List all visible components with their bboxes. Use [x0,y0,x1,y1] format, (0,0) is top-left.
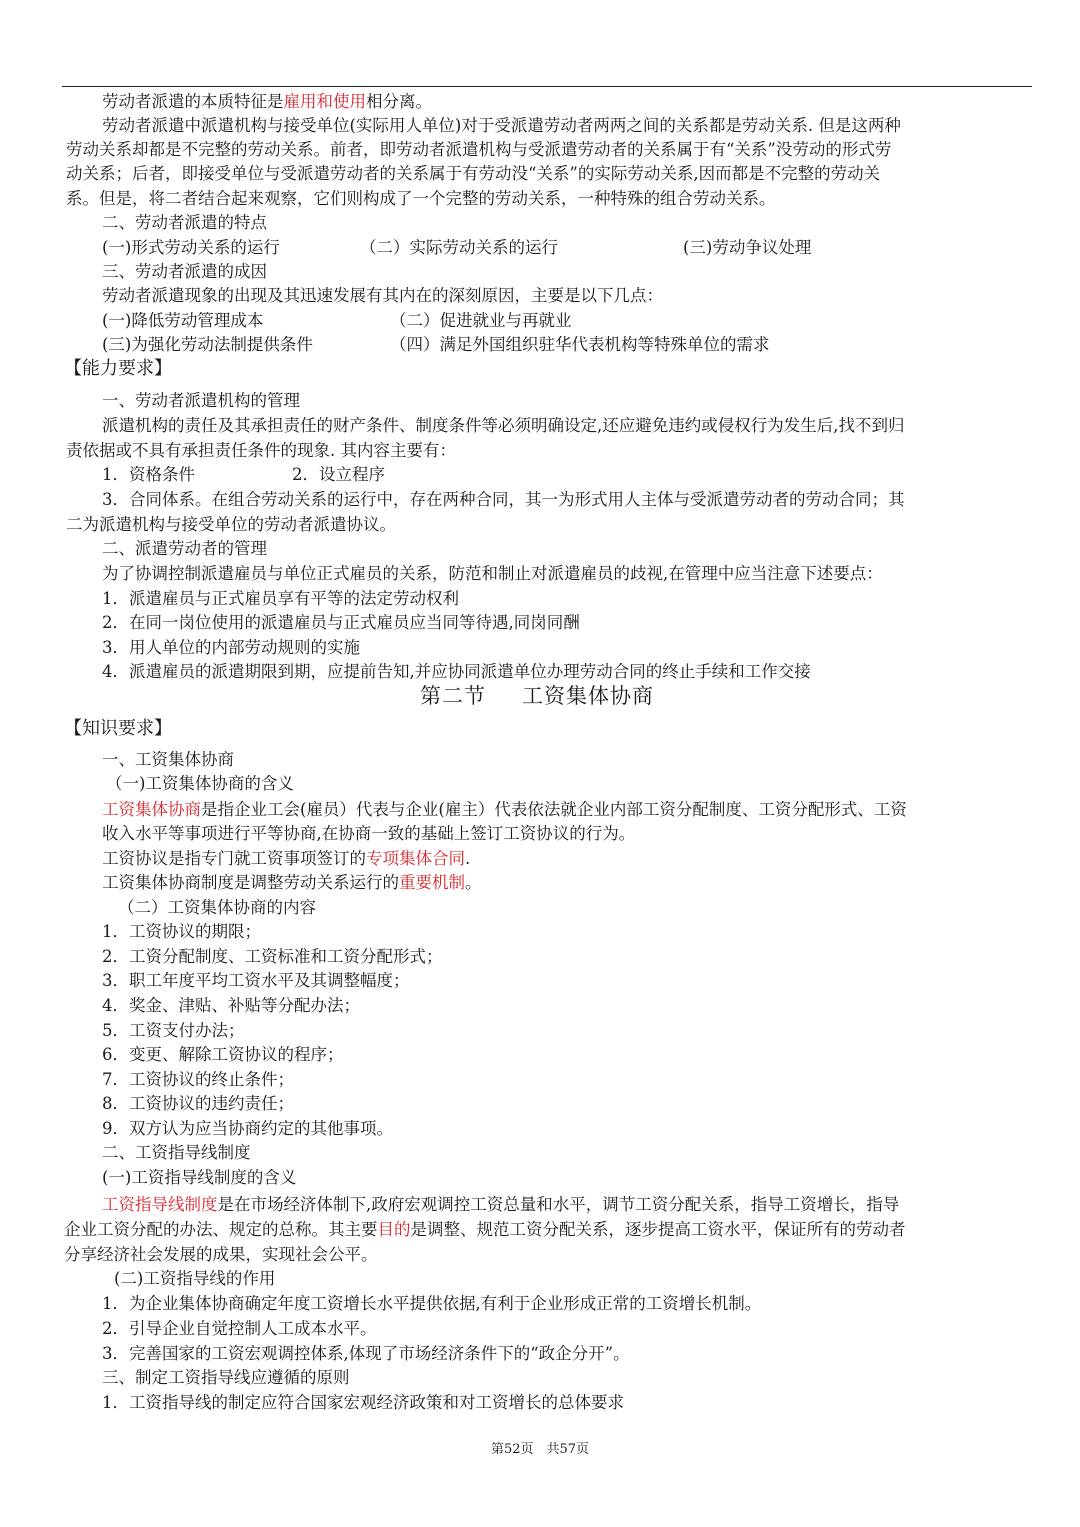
text-segment: 8．工资协议的违约责任； [102,1094,294,1113]
text-segment: 工资协议是指专门就工资事项签订的 [102,849,366,868]
text-segment: 第二节 [420,684,486,708]
text-line [102,611,580,635]
text-segment: 二为派遣机构与接受单位的劳动者派遣协议。 [66,515,396,534]
text-segment: (一)形式劳动关系的运行 [102,238,280,257]
text-segment: 一、工资集体协商 [102,750,234,769]
text-line [66,187,776,211]
text-line [102,1068,294,1092]
text-line [102,488,905,512]
text-segment: （四）满足外国组织驻华代表机构等特殊单位的需求 [390,335,770,354]
text-line [102,822,635,846]
text-segment: （二）实际劳动关系的运行 [360,238,558,257]
text-segment: 1．为企业集体协商确定年度工资增长水平提供依据,有利于企业形成正常的工资增长机制。 [102,1294,762,1313]
text-line [102,414,905,438]
text-segment: (三)为强化劳动法制提供条件 [102,335,313,354]
text-line [64,1243,378,1267]
text-segment: 三、劳动者派遣的成因 [102,262,267,281]
text-segment: 动关系；后者，即接受单位与受派遣劳动者的关系属于有劳动没“关系”的实际劳动关系,因而都是不完整的劳动关 [66,164,881,183]
text-line [102,1317,377,1341]
text-line [102,1166,296,1190]
text-line [102,1391,624,1415]
text-segment: 9．双方认为应当协商约定的其他事项。 [102,1119,393,1138]
text-segment: 是指企业工会(雇员）代表与企业(雇主）代表依法就企业内部工资分配制度、工资分配形式、工资 [201,800,907,819]
text-line [118,896,316,920]
text-segment: 。 [465,873,482,892]
text-segment: 二、派遣劳动者的管理 [102,539,267,558]
text-line [64,1218,906,1242]
text-segment: 派遣机构的责任及其承担责任的财产条件、制度条件等必须明确设定,还应避免违约或侵权行为发生后,找不到归 [102,416,905,435]
text-segment: 分享经济社会发展的成果，实现社会公平。 [64,1245,378,1264]
text-line [66,162,880,186]
text-segment: 是调整、规范工资分配关系，逐步提高工资水平，保证所有的劳动者 [410,1220,906,1239]
highlighted-term: 专项集体合同 [366,849,465,868]
text-line [102,847,470,871]
text-segment: 1．工资指导线的制定应符合国家宏观经济政策和对工资增长的总体要求 [102,1393,624,1412]
text-segment: (一)工资指导线制度的含义 [102,1168,297,1187]
section-heading-knowledge [64,717,172,741]
text-line [102,1043,344,1067]
header-rule [62,86,1032,87]
text-segment: 劳动关系却都是不完整的劳动关系。前者，即劳动者派遣机构与受派遣劳动者的关系属于有“关系”没劳动的形式劳 [66,140,892,159]
text-line [102,1019,245,1043]
text-segment: 4．派遣雇员的派遣期限到期，应提前告知,并应协同派遣单位办理劳动合同的终止手续和工作交接 [102,662,811,681]
text-line [102,1193,899,1217]
text-line [102,920,261,944]
text-segment: 责依据或不具有承担责任条件的现象. 其内容主要有： [66,441,456,460]
text-segment: 劳动者派遣中派遣机构与接受单位(实际用人单位)对于受派遣劳动者两两之间的关系都是劳动关系. 但是这两种 [102,116,901,135]
text-segment: (一)降低劳动管理成本 [102,311,264,330]
text-line [66,439,456,463]
text-line [102,1141,251,1165]
text-line [102,260,267,284]
text-segment: 二、工资指导线制度 [102,1143,251,1162]
text-segment: 3．用人单位的内部劳动规则的实施 [102,638,360,657]
text-segment: 相分离。 [366,92,432,111]
text-line [102,994,360,1018]
highlighted-term: 工资指导线制度 [102,1195,218,1214]
text-segment: 2．引导企业自觉控制人工成本水平。 [102,1319,377,1338]
text-segment: 劳动者派遣现象的出现及其迅速发展有其内在的深刻原因，主要是以下几点： [102,286,663,305]
text-segment: 3．职工年度平均工资水平及其调整幅度； [102,971,410,990]
text-segment: 收入水平等事项进行平等协商,在协商一致的基础上签订工资协议的行为。 [102,824,636,843]
page-footer: 第52页 共57页 [490,1442,590,1457]
text-line [102,969,410,993]
text-line [102,1292,761,1316]
text-line [102,748,234,772]
text-segment: 工资集体协商制度是调整劳动关系运行的 [102,873,399,892]
text-segment: 2．在同一岗位使用的派遣雇员与正式雇员应当同等待遇,同岗同酬 [102,613,580,632]
text-segment: 1．派遣雇员与正式雇员享有平等的法定劳动权利 [102,589,459,608]
text-segment: （二）工资集体协商的内容 [118,898,316,917]
text-line [102,537,267,561]
text-segment: 企业工资分配的办法、规定的总称。其主要 [64,1220,378,1239]
text-segment: 一、劳动者派遣机构的管理 [102,391,300,410]
text-segment: 【知识要求】 [64,718,172,739]
text-line [102,945,443,969]
text-segment: 劳动者派遣的本质特征是 [102,92,284,111]
text-segment: 5．工资支付办法； [102,1021,245,1040]
text-segment: 2．设立程序 [292,465,385,484]
highlighted-term: 重要机制 [399,873,465,892]
text-line [102,798,907,822]
text-segment: 6．变更、解除工资协议的程序； [102,1045,344,1064]
text-line [102,562,883,586]
text-line [102,90,432,114]
text-line [102,114,901,138]
text-line [102,636,360,660]
text-segment: 二、劳动者派遣的特点 [102,213,267,232]
text-line [102,1092,294,1116]
text-line [102,1342,630,1366]
text-segment: 为了协调控制派遣雇员与单位正式雇员的关系，防范和制止对派遣雇员的歧视,在管理中应当注意下述要点： [102,564,883,583]
text-line [114,1267,275,1291]
text-segment: 三、制定工资指导线应遵循的原则 [102,1368,350,1387]
text-line [102,587,459,611]
text-segment: 3．完善国家的工资宏观调控体系,体现了市场经济条件下的“政企分开”。 [102,1344,630,1363]
text-segment: 1．工资协议的期限； [102,922,261,941]
text-line [102,1366,350,1390]
text-line [102,1117,393,1141]
text-line [102,284,663,308]
text-segment: 【能力要求】 [64,358,172,379]
text-segment: 系。但是，将二者结合起来观察，它们则构成了一个完整的劳动关系，一种特殊的组合劳动关系。 [66,189,776,208]
text-line [106,772,294,796]
highlighted-term: 目的 [377,1220,411,1239]
text-segment: 1．资格条件 [102,465,195,484]
section-heading-ability [64,357,172,381]
text-segment: 4．奖金、津贴、补贴等分配办法； [102,996,360,1015]
text-segment: 7．工资协议的终止条件； [102,1070,294,1089]
text-line [66,513,396,537]
text-segment: 2．工资分配制度、工资标准和工资分配形式； [102,947,443,966]
highlighted-term: 雇用和使用 [283,92,366,111]
text-line [102,211,267,235]
text-segment: （一)工资集体协商的含义 [106,774,294,793]
text-segment: (二)工资指导线的作用 [114,1269,276,1288]
text-segment: （二）促进就业与再就业 [390,311,572,330]
text-segment: (三)劳动争议处理 [683,238,812,257]
text-segment: . [465,849,471,868]
highlighted-term: 工资集体协商 [102,800,201,819]
text-segment: 3．合同体系。在组合劳动关系的运行中，存在两种合同，其一为形式用人主体与受派遣劳动者的劳动合同；其 [102,490,905,509]
text-segment: 是在市场经济体制下,政府宏观调控工资总量和水平，调节工资分配关系，指导工资增长，指导 [217,1195,900,1214]
text-line [102,871,482,895]
text-line [66,138,891,162]
text-segment: 工资集体协商 [522,684,654,708]
text-line [102,389,300,413]
